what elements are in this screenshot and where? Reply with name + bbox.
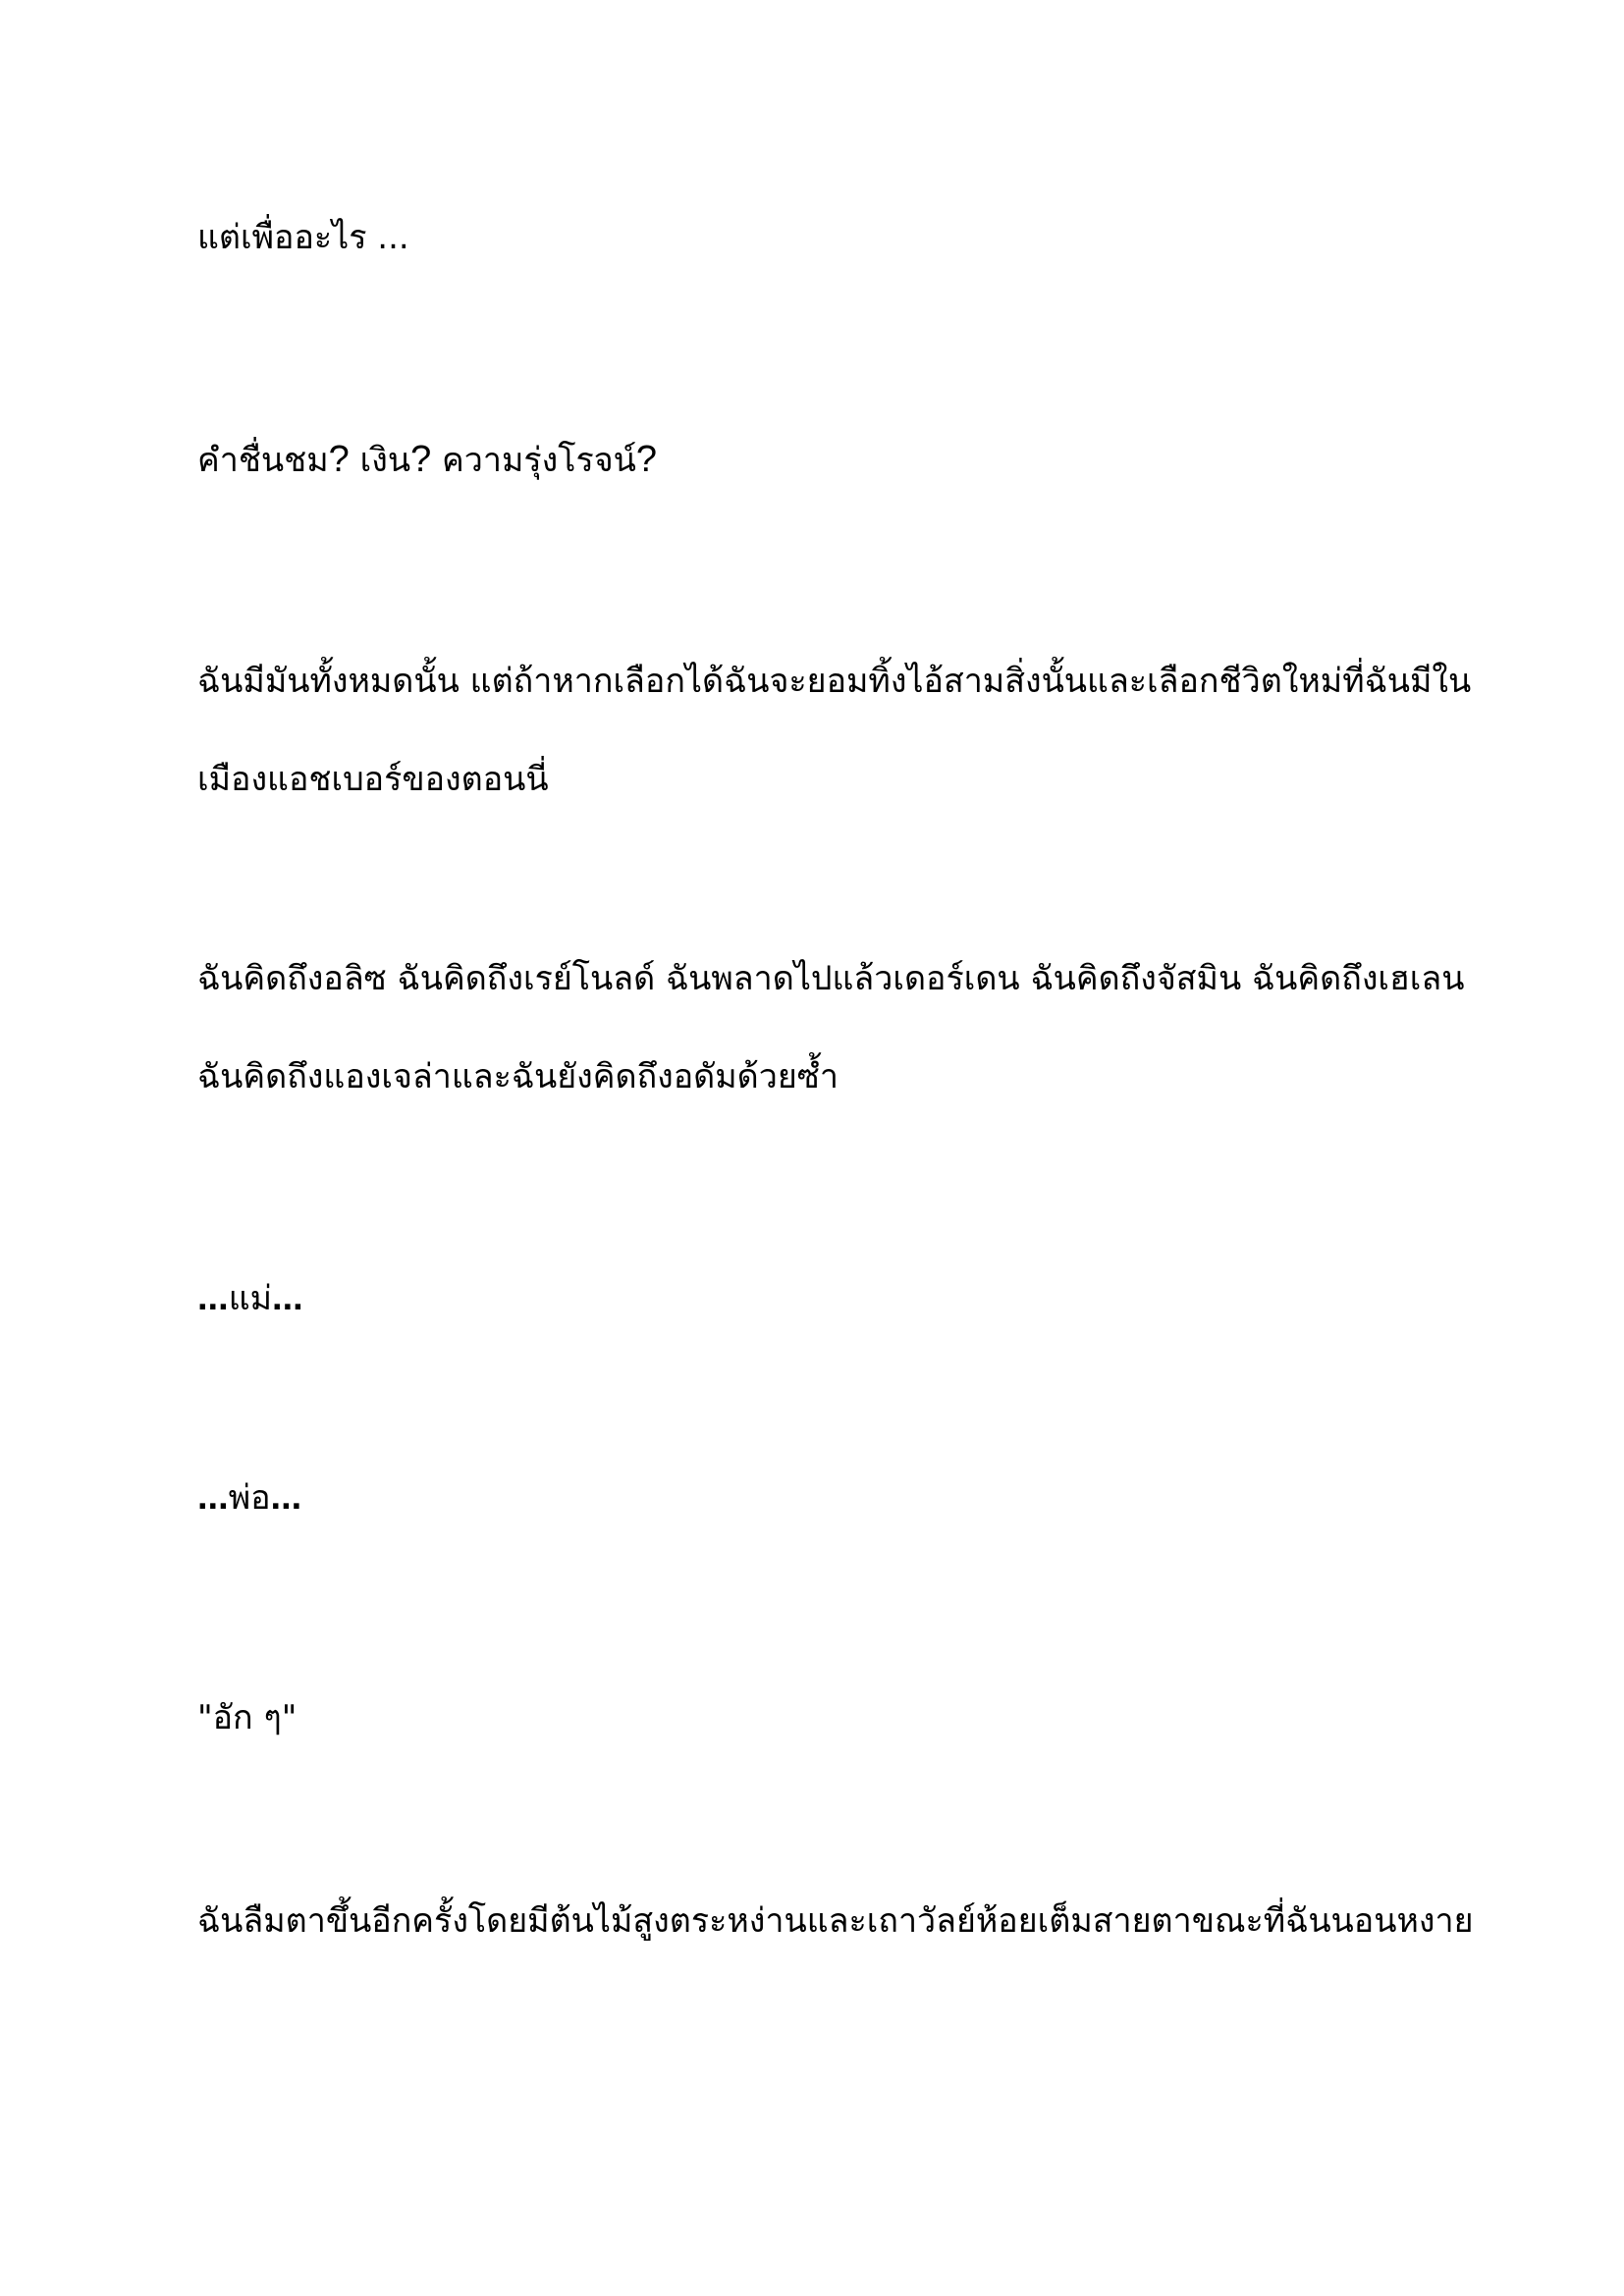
paragraph-3: ฉันมีมันทั้งหมดนั้น แต่ถ้าหากเลือกได้ฉันจะยอมทิ้งไอ้สามสิ่งนั้นและเลือกชีวิตใหม่ที่ฉันมีในเมืองแอชเบอร์ของตอนนี่ xyxy=(197,662,1472,799)
paragraph-5-word: แม่ xyxy=(228,1279,273,1318)
paragraph-2-segment-2: เงิน xyxy=(349,441,411,480)
paragraph-7: "อัก ๆ" xyxy=(197,1698,298,1737)
ellipsis: ... xyxy=(270,1476,302,1518)
paragraph-6-word: พ่อ xyxy=(228,1478,271,1518)
question-mark: ? xyxy=(328,439,350,480)
paragraph-2-segment-3: ความรุ่งโรจน์ xyxy=(431,441,636,480)
paragraph-5 xyxy=(197,1249,1474,1348)
question-mark: ? xyxy=(635,439,658,480)
ellipsis: ... xyxy=(272,1277,303,1318)
paragraph-2 xyxy=(197,410,1474,509)
paragraph-8: ฉันลืมตาขึ้นอีกครั้งโดยมีต้นไม้สูงตระหง่านและเถาวัลย์ห้อยเต็มสายตาขณะที่ฉันนอนหงาย xyxy=(197,1901,1474,1941)
question-mark: ? xyxy=(410,439,432,480)
paragraph-4: ฉันคิดถึงอลิซ ฉันคิดถึงเรย์โนลด์ ฉันพลาดไปแล้วเดอร์เดน ฉันคิดถึงจัสมิน ฉันคิดถึงเฮเลน ฉันคิดถึงแองเจล่าและฉันยังคิดถึงอดัมด้วยซ้ำ xyxy=(197,959,1465,1096)
ellipsis: ... xyxy=(197,1277,229,1318)
ellipsis: ... xyxy=(197,1476,229,1518)
paragraph-6 xyxy=(197,1448,1474,1547)
paragraph-1: แต่เพื่ออะไร ... xyxy=(197,218,409,257)
paragraph-2-segment-1: คำชื่นชม xyxy=(197,441,329,480)
